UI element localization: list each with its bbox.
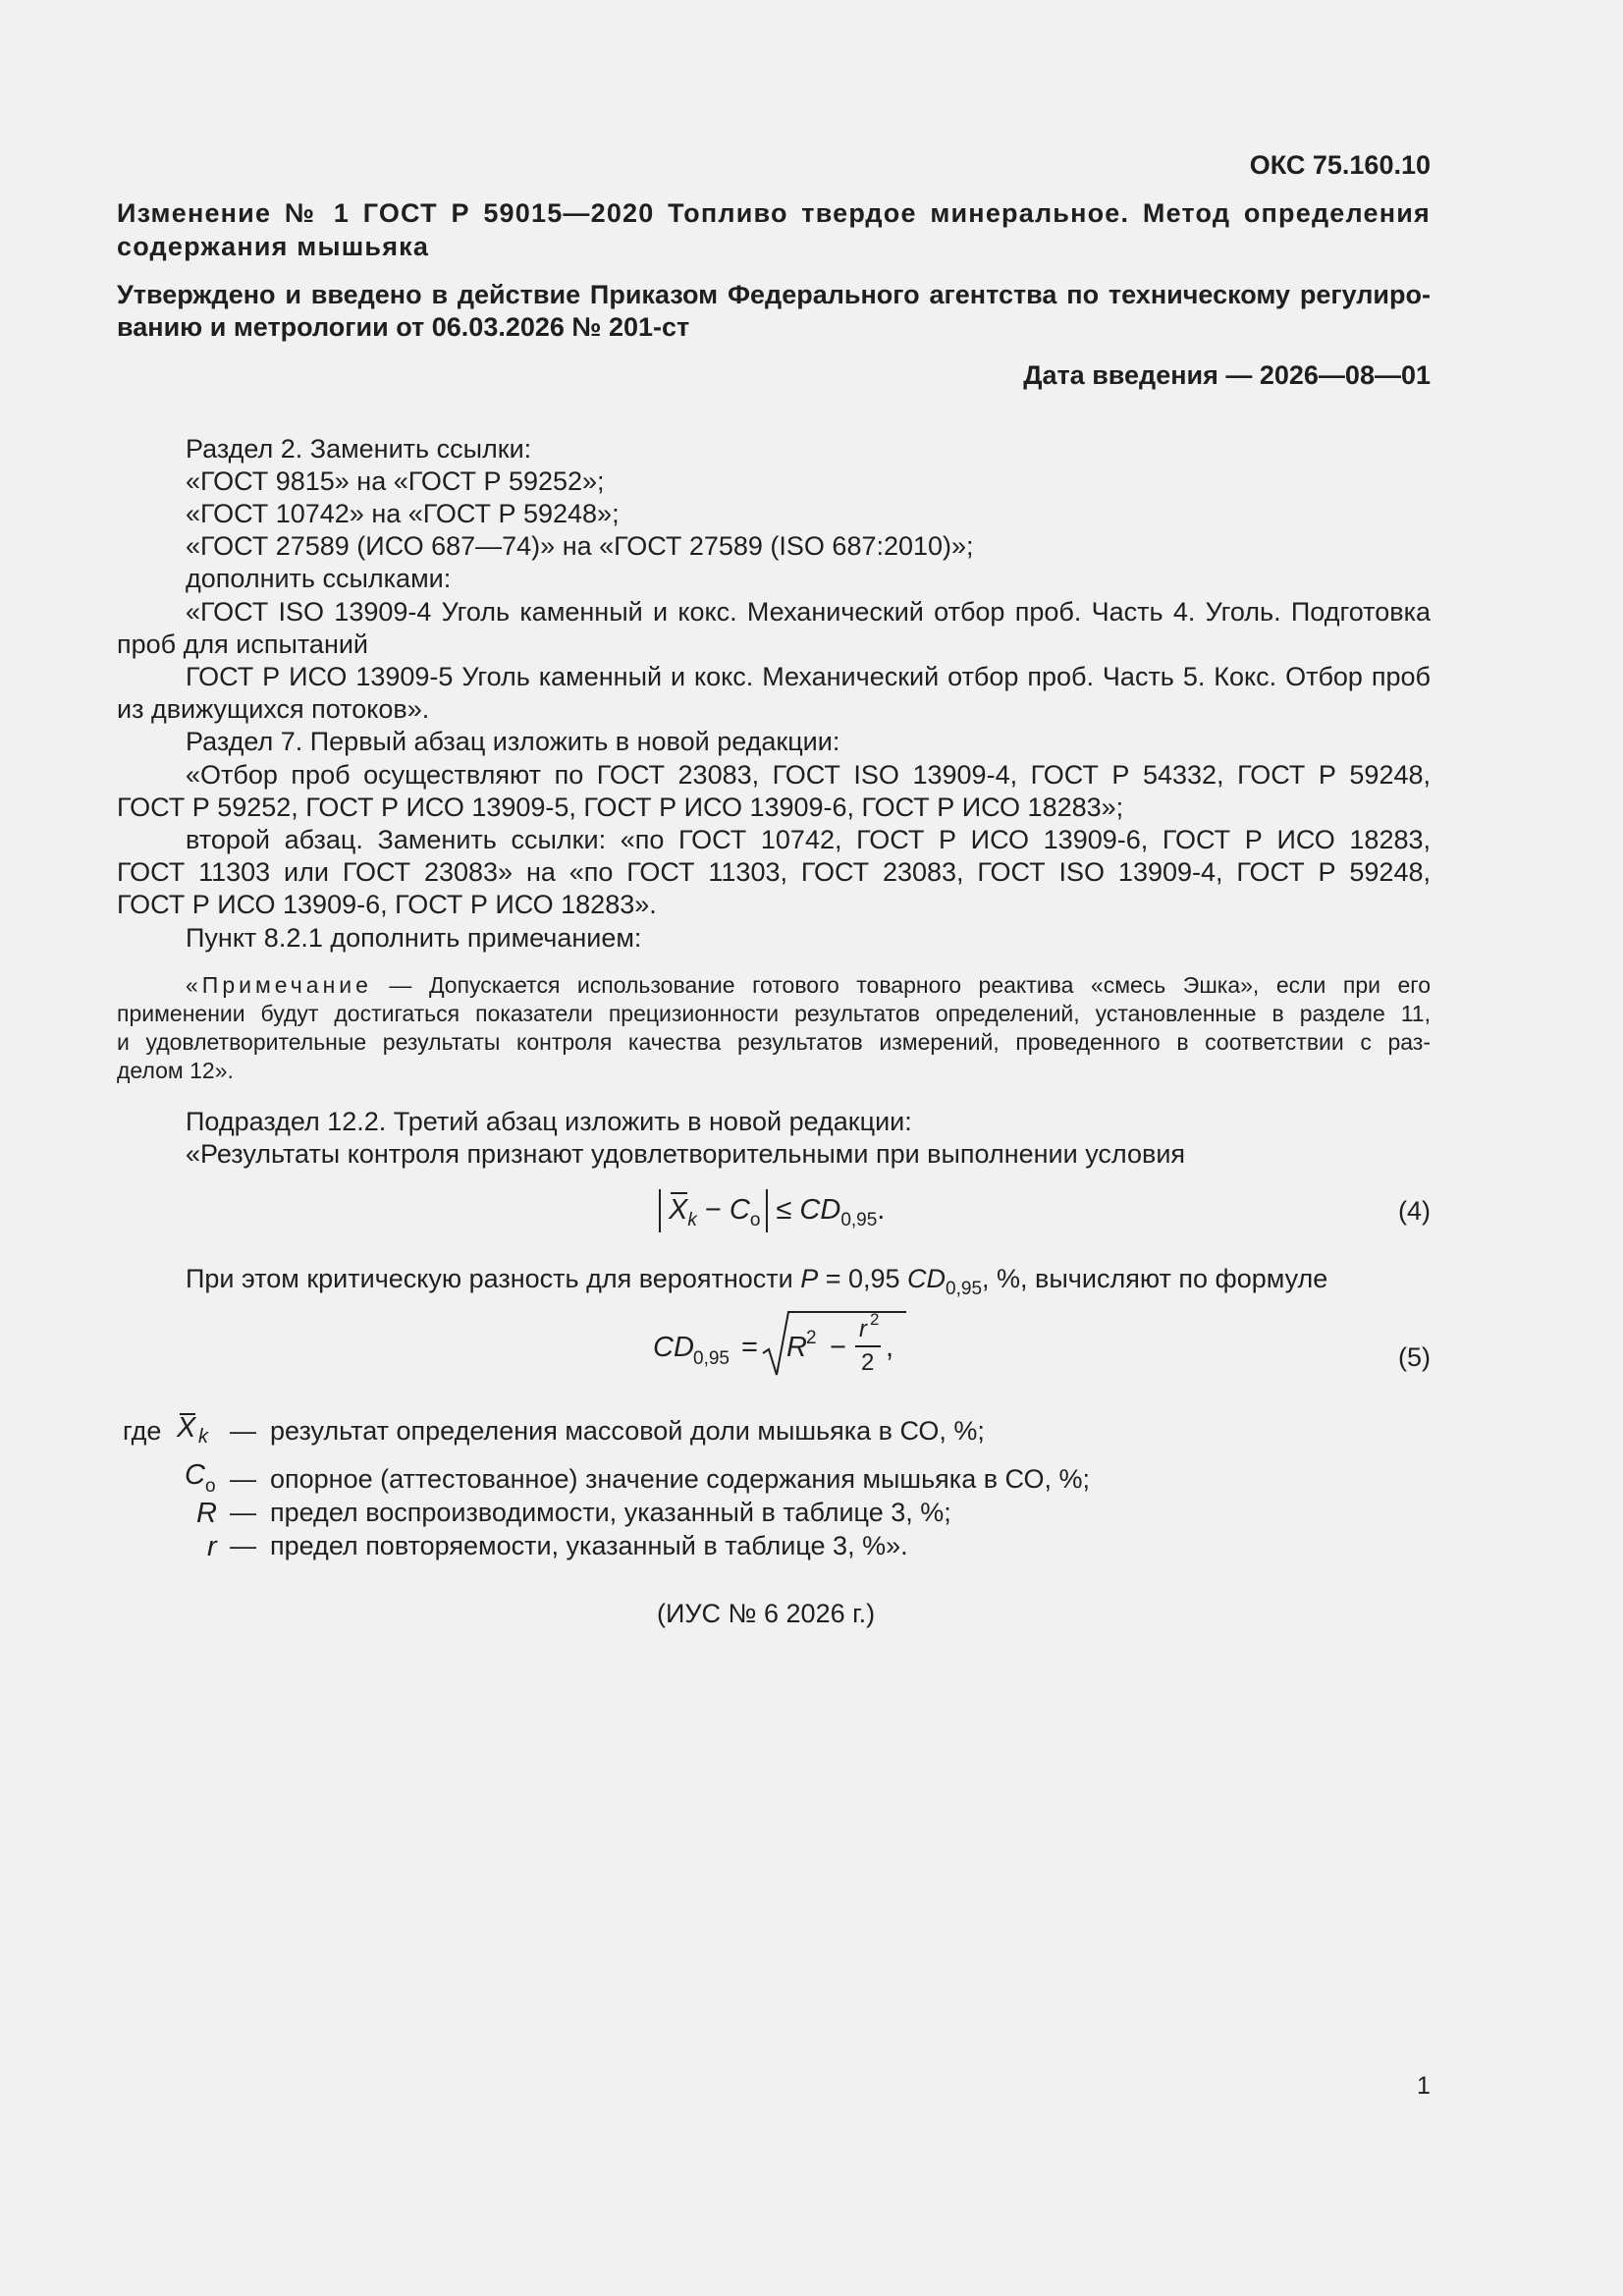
abs-bar-left xyxy=(659,1189,661,1232)
legend-symbol-r-capital: R xyxy=(196,1498,217,1529)
paragraph: проб для испытаний xyxy=(117,629,369,659)
paragraph: «ГОСТ 10742» на «ГОСТ Р 59248»; xyxy=(186,499,620,528)
period: . xyxy=(877,1194,886,1226)
cd-symbol: CD xyxy=(907,1264,947,1293)
overline-x: X xyxy=(177,1412,196,1444)
sub-k: k xyxy=(687,1210,697,1230)
sub-k: k xyxy=(198,1426,208,1448)
legend-where: где xyxy=(123,1416,162,1446)
legend-symbol-r-lower: r xyxy=(207,1531,217,1562)
leq-sign: ≤ xyxy=(776,1194,792,1226)
paragraph: Раздел 2. Заменить ссылки: xyxy=(186,434,532,464)
note-label: «Примечание xyxy=(186,972,372,998)
legend-symbol-co xyxy=(185,1459,216,1498)
paragraph: «ГОСТ ISO 13909-4 Уголь каменный и кокс. Механический отбор проб. Часть 4. Уголь. Подготовка xyxy=(186,597,1431,627)
ius-reference: (ИУС № 6 2026 г.) xyxy=(657,1599,876,1628)
sub-095: 0,95 xyxy=(693,1348,730,1369)
c-symbol: C xyxy=(729,1194,750,1226)
overline xyxy=(671,1192,687,1194)
legend-symbol-xk xyxy=(177,1408,216,1448)
legend-text: опорное (аттестованное) значение содержания мышьяка в СО, %; xyxy=(270,1464,1090,1494)
abs-bar-right xyxy=(766,1189,768,1232)
r-lower: r xyxy=(859,1316,867,1342)
paragraph: «ГОСТ 27589 (ИСО 687—74)» на «ГОСТ 27589 (ISO 687:2010)»; xyxy=(186,531,974,561)
minus-sign: − xyxy=(830,1332,846,1363)
fraction-bar xyxy=(855,1345,881,1347)
overline xyxy=(180,1413,195,1415)
formula-number-5: (5) xyxy=(1398,1342,1431,1372)
sub-o: о xyxy=(204,1476,216,1497)
sup-2: 2 xyxy=(870,1310,880,1329)
approval-line1: Утверждено и введено в действие Приказом Федерального агентства по техническому регулиро- xyxy=(117,280,1431,309)
page-number: 1 xyxy=(1417,2072,1431,2100)
text: = 0,95 xyxy=(818,1264,908,1293)
formula-4 xyxy=(659,1188,885,1231)
amendment-title-line1: Изменение № 1 ГОСТ Р 59015—2020 Топливо твердое минеральное. Метод определения xyxy=(117,198,1431,228)
legend-text: предел повторяемости, указанный в таблице 3, %». xyxy=(270,1531,908,1560)
legend-dash: — xyxy=(230,1498,256,1527)
note-line2: применении будут достигаться показатели прецизионности результатов определений, установленные в разделе 11, xyxy=(117,1001,1431,1026)
sub-o: о xyxy=(749,1210,761,1230)
effective-date: Дата введения — 2026—08—01 xyxy=(1023,360,1431,390)
paragraph: ГОСТ Р ИСО 13909-6, ГОСТ Р ИСО 18283». xyxy=(117,890,657,919)
paragraph: ГОСТ 11303 или ГОСТ 23083» на «по ГОСТ 11303, ГОСТ 23083, ГОСТ ISO 13909-4, ГОСТ Р 59248, xyxy=(117,857,1431,887)
paragraph: «ГОСТ 9815» на «ГОСТ Р 59252»; xyxy=(186,466,605,496)
note-line1 xyxy=(186,971,1431,1000)
formula-5 xyxy=(653,1306,908,1385)
paragraph: «Результаты контроля признают удовлетворительными при выполнении условия xyxy=(186,1139,1186,1169)
paragraph: Подраздел 12.2. Третий абзац изложить в новой редакции: xyxy=(186,1107,912,1136)
paragraph: ГОСТ Р ИСО 13909-5 Уголь каменный и кокс. Механический отбор проб. Часть 5. Кокс. Отбор проб xyxy=(186,662,1431,691)
legend-dash: — xyxy=(230,1416,256,1446)
sub-095: 0,95 xyxy=(840,1210,878,1230)
paragraph: ГОСТ Р 59252, ГОСТ Р ИСО 13909-5, ГОСТ Р ИСО 13909-6, ГОСТ Р ИСО 18283»; xyxy=(117,793,1124,822)
r-capital: R xyxy=(786,1332,807,1363)
formula-number-4: (4) xyxy=(1398,1196,1431,1226)
cd-symbol: CD xyxy=(799,1194,841,1226)
oks-code: ОКС 75.160.10 xyxy=(1249,150,1431,180)
sub-095: 0,95 xyxy=(946,1279,983,1299)
comma: , xyxy=(886,1332,894,1363)
denominator: 2 xyxy=(861,1349,875,1376)
approval-line2: ванию и метрологии от 06.03.2026 № 201-ст xyxy=(117,312,690,342)
paragraph: дополнить ссылками: xyxy=(186,564,452,593)
legend-text: предел воспроизводимости, указанный в таблице 3, %; xyxy=(270,1498,951,1527)
paragraph: «Отбор проб осуществляют по ГОСТ 23083, ГОСТ ISO 13909-4, ГОСТ Р 54332, ГОСТ Р 59248, xyxy=(186,760,1431,790)
note-line4: делом 12». xyxy=(117,1058,234,1083)
paragraph: второй абзац. Заменить ссылки: «по ГОСТ 10742, ГОСТ Р ИСО 13909-6, ГОСТ Р ИСО 18283, xyxy=(186,825,1431,854)
p-symbol: P xyxy=(800,1264,819,1293)
x-bar-symbol: X xyxy=(669,1194,688,1226)
paragraph-critical-difference xyxy=(186,1263,1327,1305)
cd-symbol: CD xyxy=(653,1332,694,1363)
text: , %, вычисляют по формуле xyxy=(982,1264,1328,1293)
note-text: — Допускается использование готового товарного реактива «смесь Эшка», если при его xyxy=(371,972,1431,998)
sup-2: 2 xyxy=(806,1328,817,1348)
legend-dash: — xyxy=(230,1464,256,1494)
equals-sign: = xyxy=(741,1332,758,1363)
legend-dash: — xyxy=(230,1531,256,1560)
text: При этом критическую разность для вероятности xyxy=(186,1264,801,1293)
paragraph: из движущихся потоков». xyxy=(117,694,430,724)
note-line3: и удовлетворительные результаты контроля качества результатов измерений, проведенного в соответствии с раз- xyxy=(117,1029,1431,1055)
c-symbol: C xyxy=(185,1459,205,1491)
paragraph: Пункт 8.2.1 дополнить примечанием: xyxy=(186,923,642,953)
legend-text: результат определения массовой доли мышьяка в СО, %; xyxy=(270,1416,985,1446)
paragraph: Раздел 7. Первый абзац изложить в новой редакции: xyxy=(186,727,840,756)
amendment-title-line2: содержания мышьяка xyxy=(117,232,430,261)
minus-sign: − xyxy=(704,1194,722,1226)
